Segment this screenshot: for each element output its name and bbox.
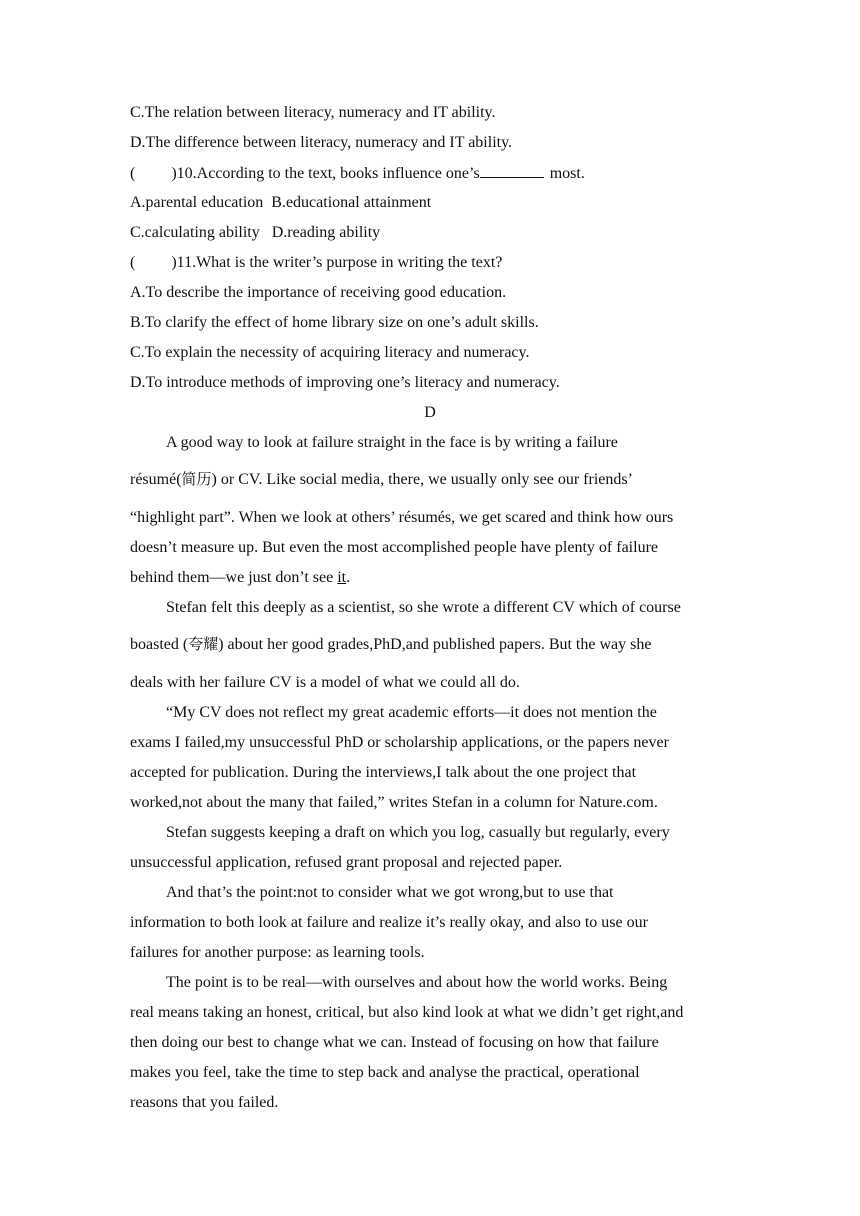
passage-p6-line5: reasons that you failed. [130, 1094, 279, 1111]
passage-p2-line1: Stefan felt this deeply as a scientist, so she wrote a different CV which of course [166, 599, 681, 616]
passage-p3-line3: accepted for publication. During the interviews,I talk about the one project that [130, 764, 637, 781]
passage-p3-line4: worked,not about the many that failed,” writes Stefan in a column for Nature.com. [130, 794, 658, 811]
chinese-gloss: 简历 [181, 470, 212, 488]
passage-p3-line2: exams I failed,my unsuccessful PhD or scholarship applications, or the papers never [130, 734, 669, 751]
q9-option-c: C.The relation between literacy, numeracy and IT ability. [130, 104, 496, 121]
passage-p2-line3: deals with her failure CV is a model of what we could all do. [130, 674, 520, 691]
passage-p3-line1: “My CV does not reflect my great academic efforts—it does not mention the [166, 704, 657, 721]
text-run: ) or CV. Like social media, there, we usually only see our friends’ [211, 471, 633, 488]
passage-p5-line2: information to both look at failure and realize it’s really okay, and also to use our [130, 914, 648, 931]
passage-p6-line4: makes you feel, take the time to step back and analyse the practical, operational [130, 1064, 640, 1081]
q11-option-b: B.To clarify the effect of home library size on one’s adult skills. [130, 314, 539, 331]
passage-p6-line3: then doing our best to change what we can. Instead of focusing on how that failure [130, 1034, 659, 1051]
q9-option-d: D.The difference between literacy, numeracy and IT ability. [130, 134, 513, 151]
passage-p6-line2: real means taking an honest, critical, but also kind look at what we didn’t get right,and [130, 1004, 684, 1021]
q10-paren-open: ( [130, 165, 136, 182]
q11-stem-text: 11.What is the writer’s purpose in writing the text? [176, 254, 503, 271]
text-run: boasted ( [130, 636, 189, 653]
passage-p1-line3: “highlight part”. When we look at others’ résumés, we get scared and think how ours [130, 509, 674, 526]
q10-stem [130, 162, 585, 184]
q10-blank [480, 162, 544, 178]
passage-p4-line2: unsuccessful application, refused grant proposal and rejected paper. [130, 854, 563, 871]
q11-option-d: D.To introduce methods of improving one’s literacy and numeracy. [130, 374, 560, 391]
text-run: . [346, 569, 351, 586]
text-run: résumé( [130, 471, 182, 488]
q10-paren-close: ) [171, 165, 177, 182]
passage-p5-line1: And that’s the point:not to consider what we got wrong,but to use that [166, 884, 614, 901]
q10-options-ab [130, 192, 431, 214]
passage-p2-line2 [130, 633, 651, 655]
underlined-word: it [337, 569, 347, 586]
passage-p4-line1: Stefan suggests keeping a draft on which you log, casually but regularly, every [166, 824, 670, 841]
q10-option-a: A.parental education [130, 194, 264, 211]
q10-option-c: C.calculating ability [130, 224, 260, 241]
q10-option-b: B.educational attainment [271, 194, 432, 211]
chinese-gloss: 夸耀 [188, 635, 219, 653]
text-run: behind them—we just don’t see [130, 569, 338, 586]
q11-paren-close: ) [171, 254, 177, 271]
q11-option-a: A.To describe the importance of receiving good education. [130, 284, 507, 301]
q11-stem [130, 252, 502, 274]
q10-option-d: D.reading ability [271, 224, 381, 241]
q11-paren-open: ( [130, 254, 136, 271]
passage-p1-line2 [130, 468, 633, 490]
passage-p6-line1: The point is to be real—with ourselves and about how the world works. Being [166, 974, 668, 991]
text-run: ) about her good grades,PhD,and published papers. But the way she [218, 636, 652, 653]
q11-option-c: C.To explain the necessity of acquiring literacy and numeracy. [130, 344, 530, 361]
q10-options-cd [130, 222, 380, 244]
section-title: D [424, 404, 436, 421]
passage-p1-line1: A good way to look at failure straight in the face is by writing a failure [166, 434, 618, 451]
q10-stem-end: most. [549, 165, 585, 182]
passage-p5-line3: failures for another purpose: as learning tools. [130, 944, 425, 961]
passage-p1-line4: doesn’t measure up. But even the most accomplished people have plenty of failure [130, 539, 658, 556]
q10-stem-text: 10.According to the text, books influence one’s [176, 165, 480, 182]
passage-p1-line5 [130, 567, 350, 589]
